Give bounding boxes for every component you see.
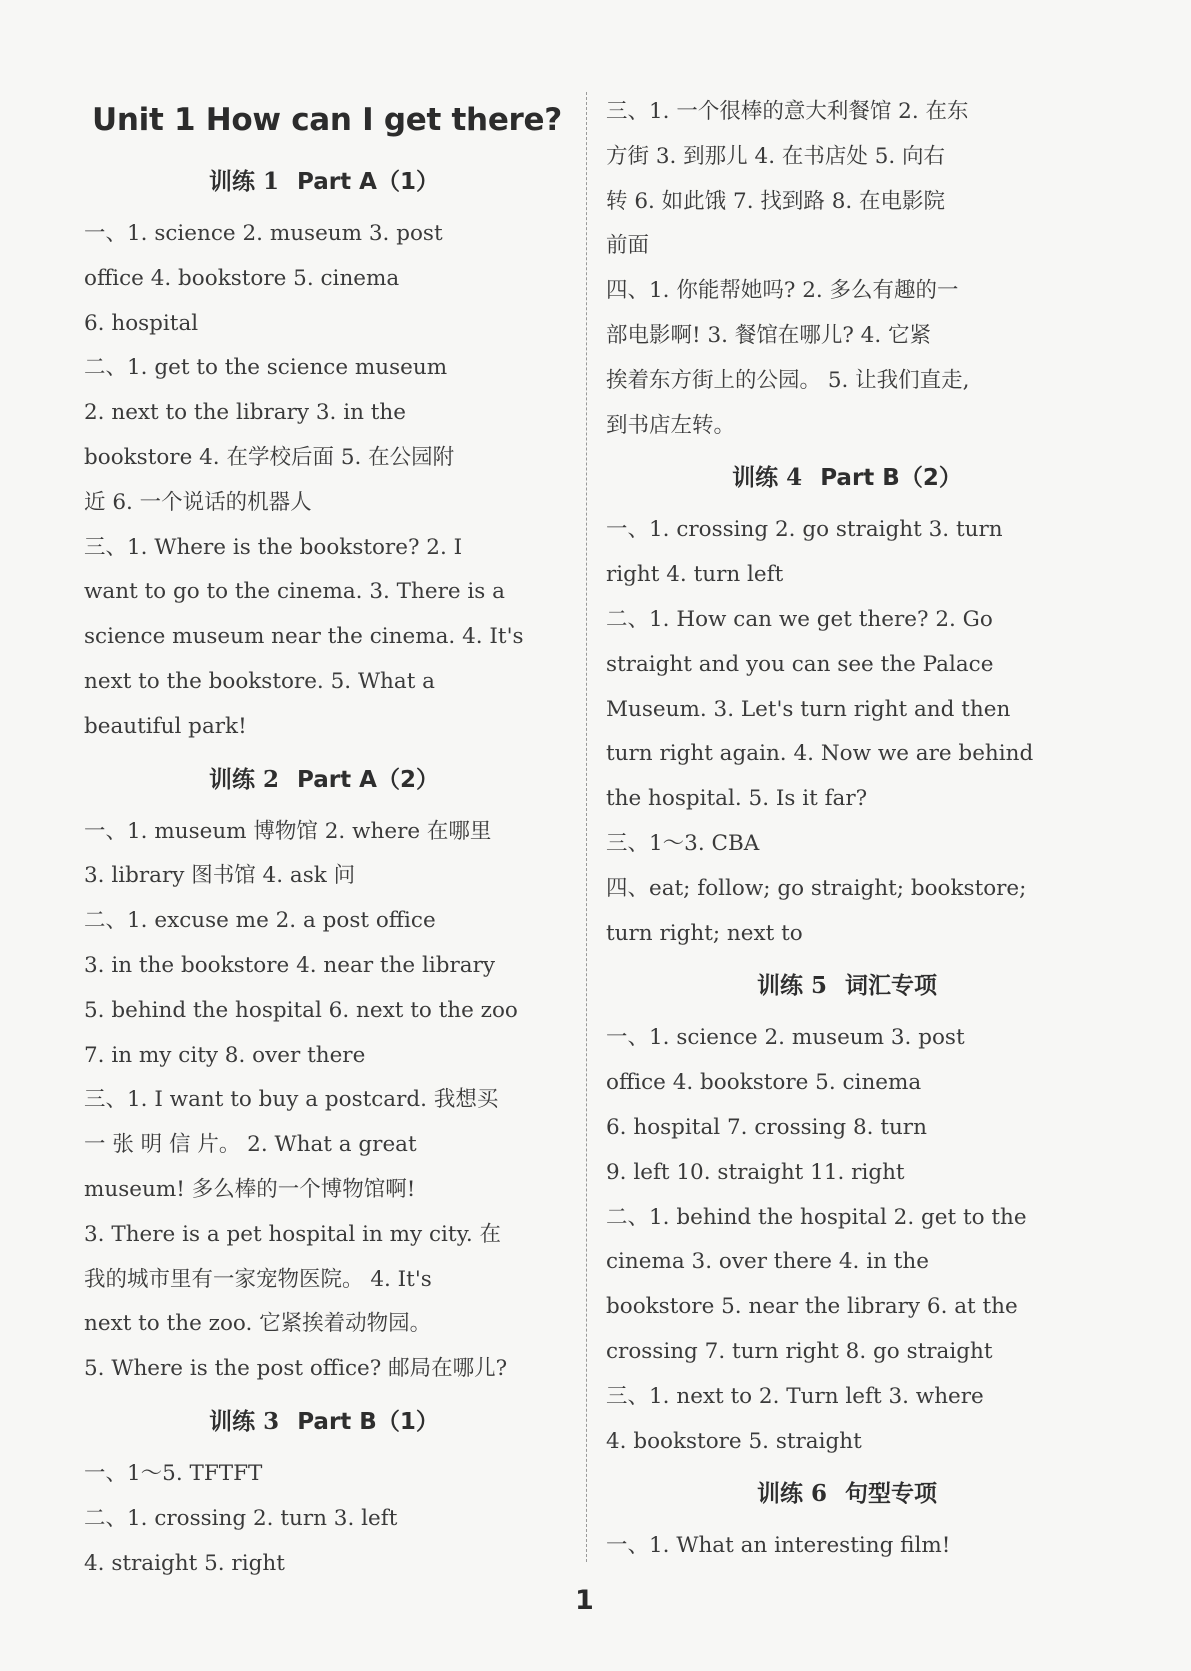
answer-line: 二、1. behind the hospital 2. get to the (606, 1204, 1027, 1230)
answer-line: 三、1. Where is the bookstore? 2. I (84, 534, 463, 560)
answer-line: cinema 3. over there 4. in the (606, 1249, 929, 1275)
answer-line: 5. Where is the post office? 邮局在哪儿? (84, 1356, 508, 1382)
answer-line: 方街 3. 到那儿 4. 在书店处 5. 向右 (606, 143, 946, 169)
answer-line: 二、1. excuse me 2. a post office (84, 908, 436, 934)
answer-line: bookstore 4. 在学校后面 5. 在公园附 (84, 444, 455, 470)
section-title-cn: 训练 2 (209, 765, 280, 793)
answer-line: crossing 7. turn right 8. go straight (606, 1338, 993, 1364)
answer-line: next to the bookstore. 5. What a (84, 668, 436, 694)
section-title-part: Part A（1） (297, 169, 439, 195)
answer-line: 4. bookstore 5. straight (606, 1428, 862, 1454)
section-title-cn: 训练 6 (756, 1480, 827, 1508)
answer-line: 3. There is a pet hospital in my city. 在 (84, 1221, 502, 1247)
answer-line: the hospital. 5. Is it far? (606, 786, 868, 812)
section-title-part: Part B（2） (820, 465, 962, 492)
answer-line: museum! 多么棒的一个博物馆啊! (84, 1176, 416, 1202)
section-5 (606, 958, 1088, 1464)
answer-line: 一 张 明 信 片。 2. What a great (84, 1132, 417, 1158)
answer-line: straight and you can see the Palace (606, 651, 994, 677)
section-title (84, 154, 564, 210)
answer-line: 7. in my city 8. over there (84, 1042, 366, 1068)
answer-line: 6. hospital (84, 310, 199, 336)
answer-line: 一、1～5. TFTFT (84, 1460, 263, 1486)
column-divider (586, 92, 587, 1562)
answer-line: 4. straight 5. right (84, 1550, 285, 1576)
answer-line: 一、1. museum 博物馆 2. where 在哪里 (84, 818, 492, 844)
answer-line: Museum. 3. Let's turn right and then (606, 696, 1011, 722)
answer-line: 挨着东方街上的公园。 5. 让我们直走, (606, 367, 970, 393)
answer-line: next to the zoo. 它紧挨着动物园。 (84, 1311, 432, 1337)
answer-line: 一、1. science 2. museum 3. post (606, 1025, 965, 1051)
page-number: 1 (575, 1585, 594, 1616)
answer-line: 转 6. 如此饿 7. 找到路 8. 在电影院 (606, 188, 946, 214)
answer-line: 到书店左转。 (606, 412, 736, 438)
answer-line: 三、1～3. CBA (606, 830, 760, 856)
answer-line: office 4. bookstore 5. cinema (606, 1070, 922, 1096)
answer-line: 我的城市里有一家宠物医院。 4. It's (84, 1266, 432, 1292)
section-4 (606, 450, 1088, 956)
section-title-part: Part B（1） (297, 1408, 439, 1435)
answer-line: 6. hospital 7. crossing 8. turn (606, 1114, 927, 1140)
section-2 (84, 752, 564, 1392)
section-6 (606, 1466, 1088, 1569)
answer-line: turn right; next to (606, 920, 803, 946)
answer-line: right 4. turn left (606, 562, 784, 588)
section-3-continued (606, 90, 1088, 448)
section-title (606, 1466, 1088, 1522)
left-column (84, 88, 564, 1586)
answer-line: 四、1. 你能帮她吗? 2. 多么有趣的一 (606, 278, 959, 304)
answer-line: 三、1. I want to buy a postcard. 我想买 (84, 1087, 499, 1113)
answer-line: science museum near the cinema. 4. It's (84, 624, 524, 650)
answer-line: 9. left 10. straight 11. right (606, 1159, 905, 1185)
answer-line: bookstore 5. near the library 6. at the (606, 1294, 1018, 1320)
answer-line: want to go to the cinema. 3. There is a (84, 579, 505, 605)
section-3 (84, 1394, 564, 1586)
answer-line: 5. behind the hospital 6. next to the zoo (84, 997, 518, 1023)
answer-line: 近 6. 一个说话的机器人 (84, 489, 312, 515)
section-title (84, 1394, 564, 1450)
section-1 (84, 154, 564, 750)
section-title-cn: 训练 4 (732, 464, 803, 492)
answer-line: 一、1. crossing 2. go straight 3. turn (606, 517, 1003, 543)
answer-line: office 4. bookstore 5. cinema (84, 265, 400, 291)
section-title (606, 958, 1088, 1014)
answer-line: 二、1. crossing 2. turn 3. left (84, 1505, 398, 1531)
section-title-cn: 训练 3 (209, 1407, 280, 1435)
answer-line: 一、1. What an interesting film! (606, 1533, 951, 1559)
answer-line: 3. in the bookstore 4. near the library (84, 952, 496, 978)
section-title-cn: 训练 1 (209, 168, 280, 195)
answer-line: 部电影啊! 3. 餐馆在哪儿? 4. 它紧 (606, 322, 932, 348)
section-title-part: Part A（2） (297, 766, 439, 793)
answer-line: 2. next to the library 3. in the (84, 400, 406, 426)
answer-line: 3. library 图书馆 4. ask 问 (84, 863, 356, 889)
unit-title: Unit 1 How can I get there? (92, 102, 562, 138)
answer-line: 三、1. 一个很棒的意大利餐馆 2. 在东 (606, 99, 969, 124)
answer-line: 前面 (606, 233, 650, 259)
answer-line: 三、1. next to 2. Turn left 3. where (606, 1383, 984, 1409)
section-title-part: 词汇专项 (845, 973, 937, 1000)
answer-line: beautiful park! (84, 713, 247, 739)
answer-line: 一、1. science 2. museum 3. post (84, 221, 443, 246)
answer-line: 二、1. get to the science museum (84, 355, 448, 381)
answer-line: 二、1. How can we get there? 2. Go (606, 606, 993, 632)
right-column (606, 90, 1088, 1569)
section-title-part: 句型专项 (845, 1481, 937, 1508)
answer-line: turn right again. 4. Now we are behind (606, 741, 1034, 767)
answer-line: 四、eat; follow; go straight; bookstore; (606, 875, 1027, 901)
section-title (84, 752, 564, 808)
section-title (606, 450, 1088, 506)
section-title-cn: 训练 5 (756, 972, 827, 1000)
